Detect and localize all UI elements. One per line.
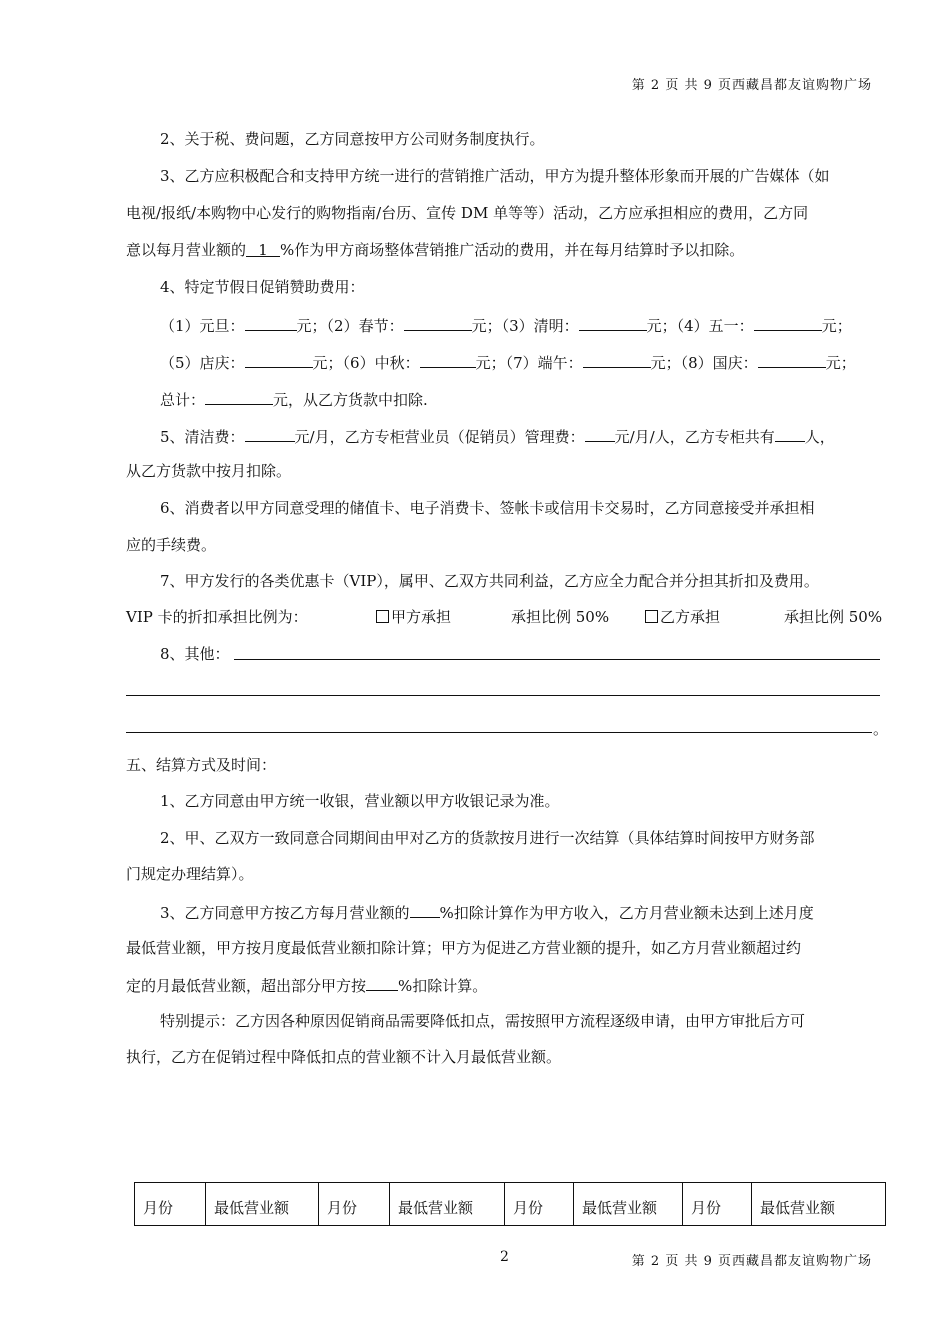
blank-field	[205, 389, 273, 405]
clause-5-text: 5、清洁费：	[160, 428, 245, 446]
holiday-label: 元；（4）五一：	[646, 317, 754, 335]
total-suffix: 元，从乙方货款中扣除.	[273, 391, 428, 409]
blank-field	[579, 315, 647, 331]
holiday-label: （5）店庆：	[160, 354, 245, 372]
other-terms-line-2	[126, 695, 880, 696]
blank-field	[245, 426, 295, 442]
blank-field	[410, 902, 440, 918]
clause-5-text: 元/月/人，乙方专柜共有	[614, 428, 775, 446]
minimum-revenue-table	[134, 1182, 886, 1226]
clause-2: 2、关于税、费问题，乙方同意按甲方公司财务制度执行。	[160, 130, 545, 148]
blank-field	[775, 426, 805, 442]
checkbox-party-a	[376, 610, 389, 623]
clause-8-period: 。	[873, 720, 889, 738]
other-terms-line-1	[234, 659, 880, 660]
holiday-label: 元；（7）端午：	[475, 354, 583, 372]
table-row	[135, 1183, 886, 1226]
holiday-label: 元；（8）国庆：	[650, 354, 758, 372]
option-party-a: 甲方承担	[391, 608, 452, 626]
table-header-cell: 最低营业额	[574, 1183, 683, 1226]
table-header-cell: 月份	[319, 1183, 390, 1226]
promo-percent-field: 1	[246, 241, 280, 257]
blank-field	[245, 352, 313, 368]
checkbox-party-b	[645, 610, 658, 623]
settlement-3-text: 定的月最低营业额，超出部分甲方按	[126, 977, 367, 995]
clause-5-text: 人，	[804, 428, 835, 446]
clause-3-line1: 3、乙方应积极配合和支持甲方统一进行的营销推广活动，甲方为提升整体形象而开展的广告媒体（如	[160, 167, 830, 185]
table-header-cell: 最低营业额	[752, 1183, 886, 1226]
blank-field	[754, 315, 822, 331]
clause-3-line3	[126, 241, 886, 260]
blank-field	[366, 975, 398, 991]
holiday-row-2	[160, 352, 886, 373]
special-note-line1: 特别提示：乙方因各种原因促销商品需要降低扣点，需按照甲方流程逐级申请，由甲方审批后方可	[160, 1012, 806, 1030]
clause-5-line2: 从乙方货款中按月扣除。	[126, 462, 292, 480]
clause-6-line1: 6、消费者以甲方同意受理的储值卡、电子消费卡、签帐卡或信用卡交易时，乙方同意接受并承担相	[160, 499, 815, 517]
blank-field	[585, 426, 615, 442]
clause-3-line2: 电视/报纸/本购物中心发行的购物指南/台历、宣传 DM 单等等）活动，乙方应承担相应的费用，乙方同	[126, 204, 809, 222]
clause-5-text: 元/月，乙方专柜营业员（促销员）管理费：	[294, 428, 585, 446]
option-party-b: 乙方承担	[660, 608, 721, 626]
clause-7-line1: 7、甲方发行的各类优惠卡（VIP），属甲、乙双方共同利益，乙方应全力配合并分担其折扣及费用。	[160, 572, 819, 590]
clause-3-prefix: 意以每月营业额的	[126, 241, 247, 259]
table-header-cell: 最低营业额	[206, 1183, 319, 1226]
blank-field	[404, 315, 472, 331]
blank-field	[420, 352, 476, 368]
settlement-3-line2: 最低营业额，甲方按月度最低营业额扣除计算；甲方为促进乙方营业额的提升，如乙方月营业额超过约	[126, 939, 802, 957]
special-note-line2: 执行，乙方在促销过程中降低扣点的营业额不计入月最低营业额。	[126, 1048, 562, 1066]
clause-4-title: 4、特定节假日促销赞助费用：	[160, 278, 365, 296]
vip-ratio-label: VIP 卡的折扣承担比例为：	[126, 608, 308, 626]
page-number: 2	[500, 1249, 509, 1265]
clause-8: 8、其他：	[160, 645, 230, 663]
holiday-label: 元；（3）清明：	[471, 317, 579, 335]
holiday-label: 元；（6）中秋：	[312, 354, 420, 372]
table-header-cell: 最低营业额	[390, 1183, 505, 1226]
blank-field	[758, 352, 826, 368]
holiday-label: （1）元旦：	[160, 317, 245, 335]
settlement-1: 1、乙方同意由甲方统一收银，营业额以甲方收银记录为准。	[160, 792, 560, 810]
other-terms-line-3	[126, 732, 872, 733]
clause-7-line2	[126, 608, 886, 627]
page-header: 第 2 页 共 9 页西藏昌都友谊购物广场	[631, 78, 872, 93]
clause-3-suffix: %作为甲方商场整体营销推广活动的费用，并在每月结算时予以扣除。	[280, 241, 745, 259]
table-header-cell: 月份	[135, 1183, 206, 1226]
settlement-2-line2: 门规定办理结算）。	[126, 865, 254, 883]
settlement-3-line3	[126, 975, 886, 996]
holiday-total	[160, 389, 886, 410]
holiday-label: 元；	[825, 354, 856, 372]
total-label: 总计：	[160, 391, 206, 409]
ratio-party-b: 承担比例 50%	[784, 608, 883, 626]
section-5-title: 五、结算方式及时间：	[126, 756, 277, 774]
clause-6-line2: 应的手续费。	[126, 536, 217, 554]
page-footer: 第 2 页 共 9 页西藏昌都友谊购物广场	[631, 1254, 872, 1269]
settlement-3-line1	[160, 902, 886, 923]
settlement-3-text: %扣除计算。	[398, 977, 488, 995]
table-header-cell: 月份	[505, 1183, 574, 1226]
holiday-label: 元；	[821, 317, 852, 335]
holiday-label: 元；（2）春节：	[296, 317, 404, 335]
settlement-3-text: %扣除计算作为甲方收入，乙方月营业额未达到上述月度	[439, 904, 814, 922]
settlement-3-text: 3、乙方同意甲方按乙方每月营业额的	[160, 904, 410, 922]
ratio-party-a: 承担比例 50%	[511, 608, 610, 626]
settlement-2-line1: 2、甲、乙双方一致同意合同期间由甲对乙方的货款按月进行一次结算（具体结算时间按甲方财务部	[160, 829, 815, 847]
blank-field	[245, 315, 297, 331]
table-header-cell: 月份	[683, 1183, 752, 1226]
holiday-row-1	[160, 315, 886, 336]
clause-5-line1	[160, 426, 886, 447]
blank-field	[583, 352, 651, 368]
